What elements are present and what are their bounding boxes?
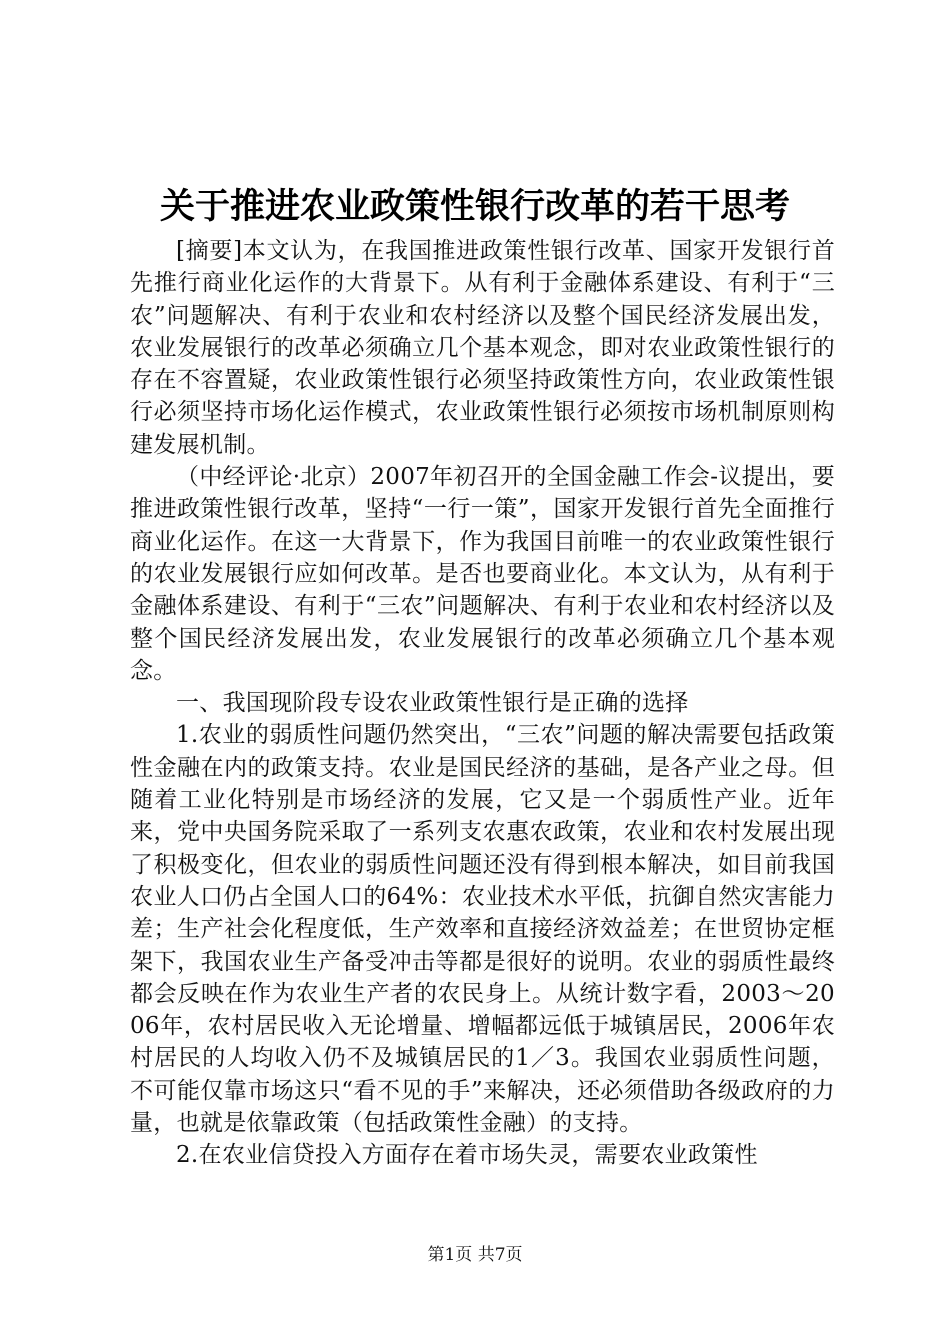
abstract-paragraph: [摘要]本文认为，在我国推进政策性银行改革、国家开发银行首先推行商业化运作的大背景下。从有利于金融体系建设、有利于“三农”问题解决、有利于农业和农村经济以及整个国民经济发展出发，农业发展银行的改革必须确立几个基本观念，即对农业政策性银行的存在不容置疑，农业政策性银行必须坚持政策性方向，农业政策性银行必须坚持市场化运作模式，农业政策性银行必须按市场机制原则构建发展机制。 [130,238,835,458]
point-1-paragraph: 1.农业的弱质性问题仍然突出，“三农”问题的解决需要包括政策性金融在内的政策支持。农业是国民经济的基础，是各产业之母。但随着工业化特别是市场经济的发展，它又是一个弱质性产业。近年来，党中央国务院采取了一系列支农惠农政策，农业和农村发展出现了积极变化，但农业的弱质性问题还没有得到根本解决，如目前我国农业人口仍占全国人口的64%：农业技术水平低，抗御自然灾害能力差；生产社会化程度低，生产效率和直接经济效益差；在世贸协定框架下，我国农业生产备受冲击等都是很好的说明。农业的弱质性最终都会反映在作为农业生产者的农民身上。从统计数字看，2003～2006年，农村居民收入无论增量、增幅都远低于城镇居民，2006年农村居民的人均收入仍不及城镇居民的1／3。我国农业弱质性问题，不可能仅靠市场这只“看不见的手”来解决，还必须借助各级政府的力量，也就是依靠政策（包括政策性金融）的支持。 [130,722,835,1137]
page-footer: 第1页 共7页 [427,1245,523,1265]
point-2-paragraph: 2.在农业信贷投入方面存在着市场失灵，需要农业政策性 [176,1142,758,1169]
document-body [130,235,835,1172]
section-heading-1: 一、我国现阶段专设农业政策性银行是正确的选择 [176,690,689,717]
intro-paragraph: （中经评论·北京）2007年初召开的全国金融工作会-议提出，要推进政策性银行改革，坚持“一行一策”，国家开发银行首先全面推行商业化运作。在这一大背景下，作为我国目前唯一的农业政策性银行的农业发展银行应如何改革。是否也要商业化。本文认为，从有利于金融体系建设、有利于“三农”问题解决、有利于农业和农村经济以及整个国民经济发展出发，农业发展银行的改革必须确立几个基本观念。 [130,464,835,684]
document-title: 关于推进农业政策性银行改革的若干思考 [159,186,790,227]
